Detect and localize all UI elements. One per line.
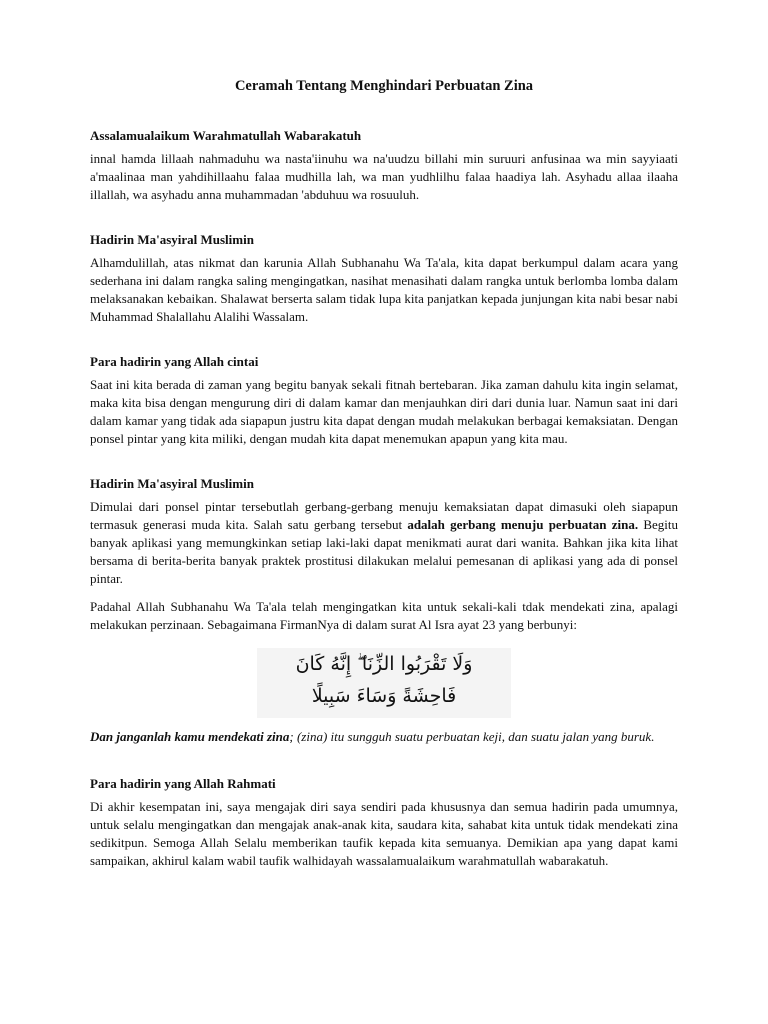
opening-paragraph: innal hamda lillaah nahmaduhu wa nasta'iinuhu wa na'uudzu billahi min suruuri anfusinaa wa min sayyiaati a'maalinaa man yahdihillaahu falaa mudhilla lah, wa man yudhlilhu falaa haadiya lah. Asyhadu allaa ilaaha illallah, wa asyhadu anna muhammadan 'abduhuu wa rosuuluh. <box>90 151 678 202</box>
ponsel-text-before: Dimulai dari ponsel pintar tersebutlah gerbang-gerbang menuju kemaksiatan dapat dimasuki oleh siapapun termasuk generasi muda kita. Salah satu gerbang tersebut <box>90 499 678 532</box>
firman-paragraph: Padahal Allah Subhanahu Wa Ta'ala telah mengingatkan kita untuk sekali-kali tdak mendekati zina, apalagi melakukan perzinaan. Sebagaimana FirmanNya di dalam surat Al Isra ayat 23 yang berbunyi: <box>90 599 678 632</box>
arabic-verse-line-1: وَلَا تَقْرَبُوا الزِّنَا ۖ إِنَّهُ كَانَ <box>295 653 473 675</box>
section-heading-hadirin-2: Hadirin Ma'asyiral Muslimin <box>90 476 254 491</box>
document-title: Ceramah Tentang Menghindari Perbuatan Zina <box>234 78 534 94</box>
closing-paragraph: Di akhir kesempatan ini, saya mengajak diri saya sendiri pada khususnya dan semua hadirin pada umumnya, untuk selalu mengingatkan dan mengajak anak-anak kita, saudara kita, sahabat kita untuk tidak mendekati zina sedikitpun. Semoga Allah Selalu memberikan taufik kepada kita semuanya. Demikian apa yang dapat kami sampaikan, akhirul kalam wabil taufik walhidayah wassalamualaikum warahmatullah wabarakatuh. <box>90 799 678 868</box>
arabic-verse-image <box>257 648 511 718</box>
gratitude-paragraph: Alhamdulillah, atas nikmat dan karunia Allah Subhanahu Wa Ta'ala, kita dapat berkumpul dalam acara yang sederhana ini dalam rangka saling mengingatkan, nasihat menasihati dalam rangka untuk berlomba lomba dalam melaksanakan kebaikan. Shalawat berserta salam tidak lupa kita panjatkan kepada junjungan kita nabi besar nabi Muhammad Shalallahu Alalihi Wassalam. <box>90 255 678 324</box>
document-content <box>90 78 678 898</box>
fitnah-paragraph: Saat ini kita berada di zaman yang begitu banyak sekali fitnah bertebaran. Jika zaman dahulu kita ingin selamat, maka kita bisa dengan mengurung diri di dalam kamar dan menjauhkan diri dari dunia luar. Namun saat ini dari dalam kamar yang tidak ada siapapun justru kita dapat dengan mudah melakukan berbagai kemaksiatan. Dengan ponsel pintar yang kita miliki, dengan mudah kita dapat menemukan apapun yang kita mau. <box>90 377 678 446</box>
section-heading-allah-rahmati: Para hadirin yang Allah Rahmati <box>90 776 276 791</box>
ponsel-paragraph <box>90 498 678 588</box>
ponsel-text-bold: adalah gerbang menuju perbuatan zina. <box>407 517 639 532</box>
section-heading-hadirin: Hadirin Ma'asyiral Muslimin <box>90 232 254 247</box>
ponsel-text-after: Begitu banyak aplikasi yang memungkinkan setiap laki-laki dapat menikmati aurat dari wanita. Bahkan jika kita lihat bersama di berita-berita banyak praktek prostitusi dilakukan melalui pemesanan di aplikasi yang ada di ponsel pintar. <box>90 517 678 586</box>
section-heading-allah-cintai: Para hadirin yang Allah cintai <box>90 354 259 369</box>
translation-bold: Dan janganlah kamu mendekati zina <box>90 729 290 744</box>
translation-rest: ; (zina) itu sungguh suatu perbuatan keji, dan suatu jalan yang buruk. <box>289 729 655 744</box>
arabic-verse-line-2: فَاحِشَةً وَسَاءَ سَبِيلًا <box>311 685 457 707</box>
verse-translation <box>90 728 678 746</box>
section-heading-greeting: Assalamualaikum Warahmatullah Wabarakatuh <box>90 128 362 143</box>
